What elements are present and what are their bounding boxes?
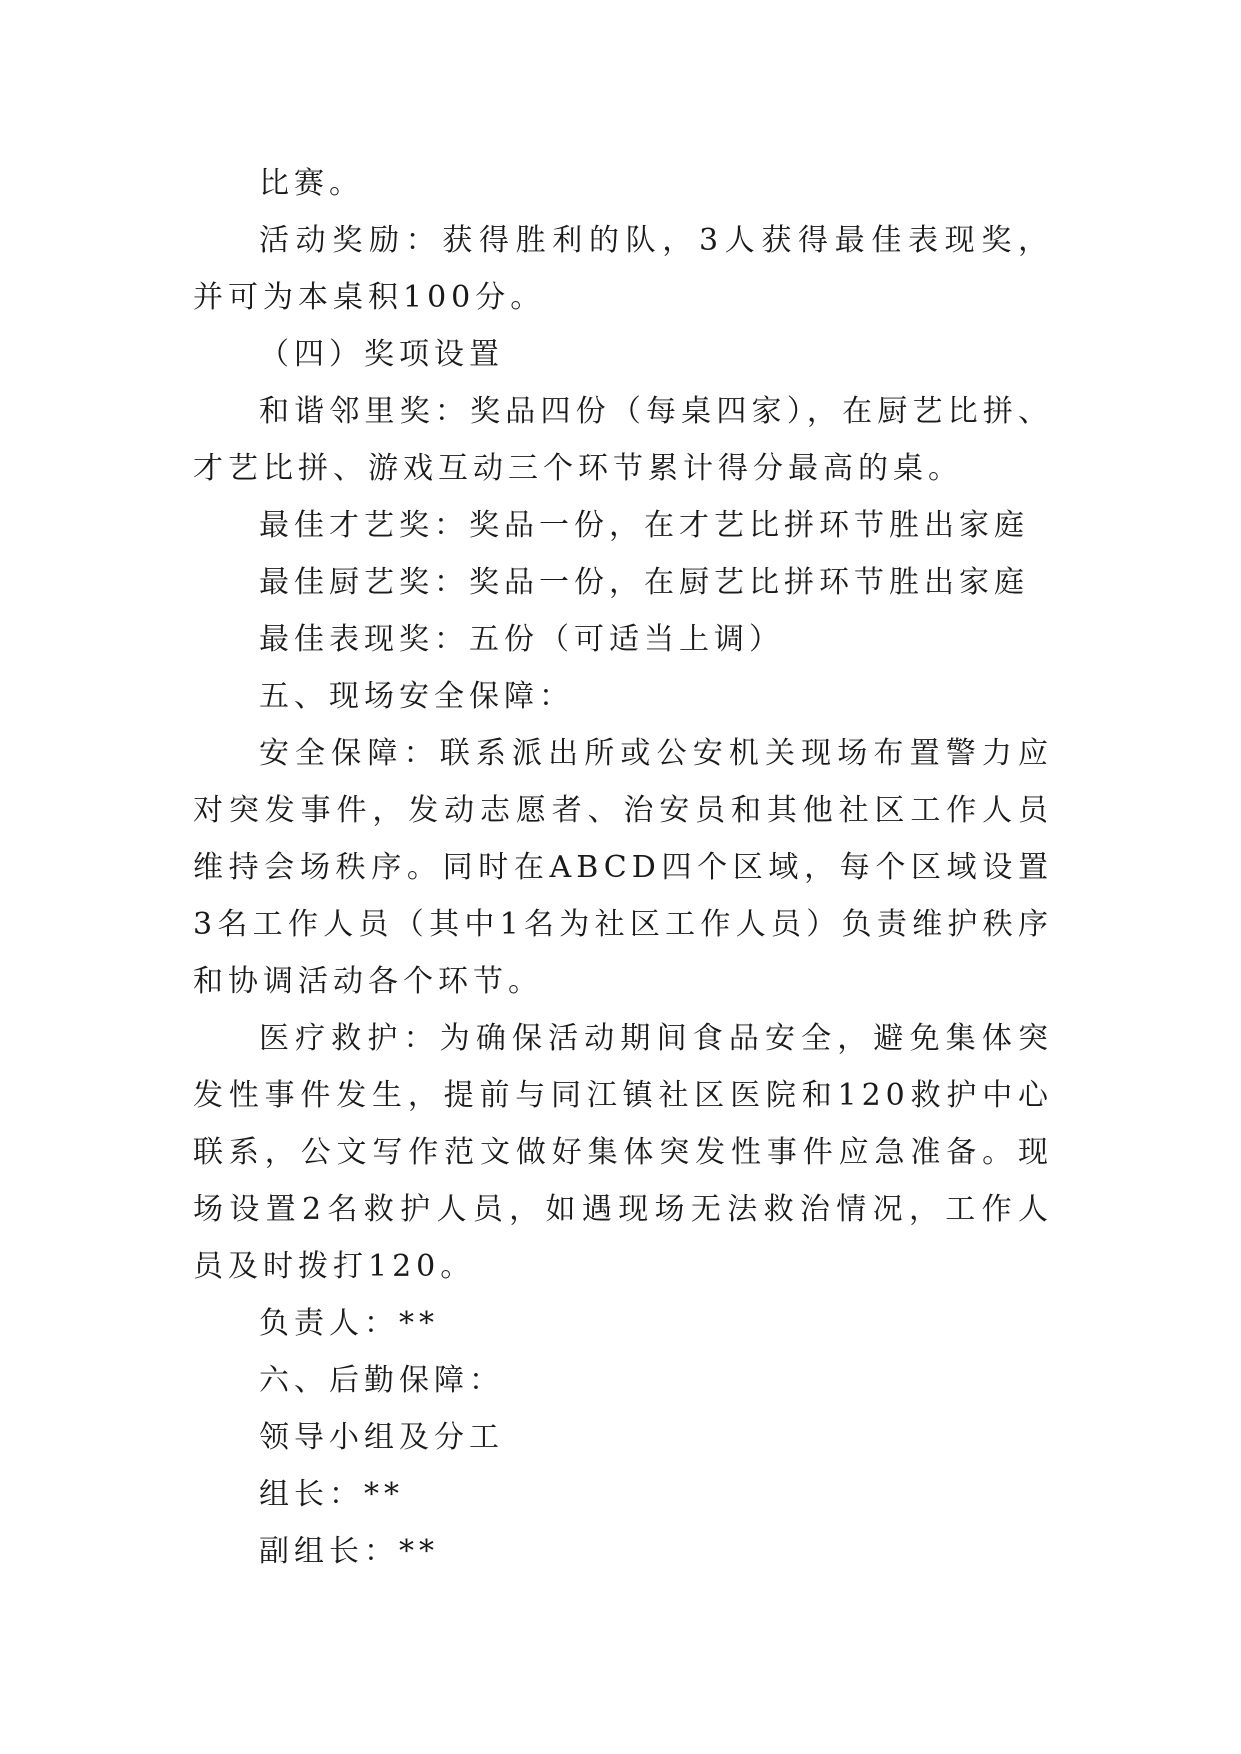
paragraph-talent-award: 最佳才艺奖：奖品一份，在才艺比拼环节胜出家庭 bbox=[259, 508, 1029, 543]
paragraph-group-leader: 组长：** bbox=[259, 1477, 404, 1512]
paragraph-medical-rescue: 医疗救护：为确保活动期间食品安全，避免集体突发性事件发生，提前与同江镇社区医院和120救护中心联系，公文写作范文做好集体突发性事件应急准备。现场设置2名救护人员，如遇现场无法救治情况，工作人员及时拨打120。 bbox=[193, 1021, 1053, 1284]
paragraph-deputy-leader: 副组长：** bbox=[259, 1534, 439, 1569]
section-heading-logistics: 六、后勤保障： bbox=[259, 1363, 504, 1398]
paragraph-cooking-award: 最佳厨艺奖：奖品一份，在厨艺比拼环节胜出家庭 bbox=[259, 565, 1029, 600]
paragraph-continuation: 比赛。 bbox=[259, 166, 364, 201]
document-body bbox=[193, 155, 1053, 1580]
paragraph-activity-reward: 活动奖励：获得胜利的队，3人获得最佳表现奖，并可为本桌积100分。 bbox=[193, 223, 1053, 315]
section-heading-award-settings: （四）奖项设置 bbox=[259, 337, 504, 372]
paragraph-safety-guarantee: 安全保障：联系派出所或公安机关现场布置警力应对突发事件，发动志愿者、治安员和其他社区工作人员维持会场秩序。同时在ABCD四个区域，每个区域设置3名工作人员（其中1名为社区工作人员）负责维护秩序和协调活动各个环节。 bbox=[193, 736, 1053, 999]
paragraph-harmony-award: 和谐邻里奖：奖品四份（每桌四家），在厨艺比拼、才艺比拼、游戏互动三个环节累计得分最高的桌。 bbox=[193, 394, 1053, 486]
paragraph-performance-award: 最佳表现奖：五份（可适当上调） bbox=[259, 622, 784, 657]
section-heading-onsite-safety: 五、现场安全保障： bbox=[259, 679, 574, 714]
paragraph-person-in-charge: 负责人：** bbox=[259, 1306, 439, 1341]
paragraph-leading-group: 领导小组及分工 bbox=[259, 1420, 504, 1455]
